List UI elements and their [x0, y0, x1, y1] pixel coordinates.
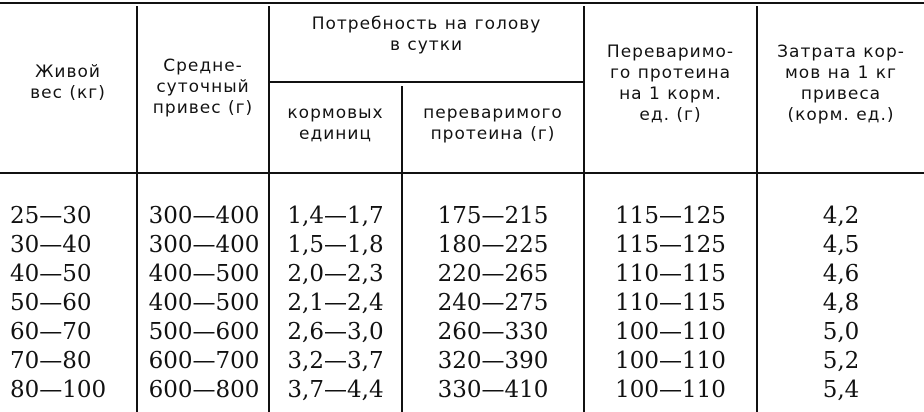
- table-row: [0, 320, 924, 344]
- table-row: [0, 349, 924, 373]
- cell-gain: 400—500: [148, 290, 260, 316]
- cell-protein-per-unit: 115—125: [615, 203, 726, 229]
- cell-digestible-protein: 240—275: [437, 290, 549, 316]
- cell-weight: 40—50: [10, 261, 92, 287]
- cell-feed-units: 1,5—1,8: [287, 232, 384, 258]
- table-row: [0, 204, 924, 228]
- header-daily-need: Потребность на голову в сутки: [311, 14, 542, 55]
- header-digestible-protein: переваримого протеина (г): [423, 103, 563, 144]
- header-live-weight: Живой вес (кг): [30, 62, 106, 103]
- top-rule: [0, 2, 924, 4]
- cell-feed-cost: 4,8: [822, 290, 860, 316]
- table-row: [0, 291, 924, 315]
- cell-feed-units: 2,1—2,4: [287, 290, 384, 316]
- cell-feed-units: 3,2—3,7: [287, 348, 384, 374]
- cell-feed-units: 3,7—4,4: [287, 377, 384, 403]
- cell-digestible-protein: 330—410: [437, 377, 549, 403]
- cell-feed-cost: 5,2: [822, 348, 860, 374]
- cell-protein-per-unit: 110—115: [615, 261, 726, 287]
- header-daily-gain: Средне- суточный привес (г): [152, 56, 254, 118]
- header-bottom-rule: [0, 172, 924, 174]
- table-row: [0, 233, 924, 257]
- cell-protein-per-unit: 100—110: [615, 348, 726, 374]
- cell-gain: 500—600: [148, 319, 260, 345]
- header-sub-rule: [270, 81, 584, 83]
- cell-digestible-protein: 320—390: [437, 348, 549, 374]
- cell-weight: 70—80: [10, 348, 92, 374]
- cell-digestible-protein: 175—215: [437, 203, 549, 229]
- header-feed-cost: Затрата кор- мов на 1 кг привеса (корм. ед.): [777, 42, 905, 125]
- cell-feed-units: 2,0—2,3: [287, 261, 384, 287]
- cell-feed-units: 1,4—1,7: [287, 203, 384, 229]
- cell-feed-cost: 4,5: [822, 232, 860, 258]
- cell-gain: 600—800: [148, 377, 260, 403]
- cell-feed-cost: 5,0: [822, 319, 860, 345]
- cell-feed-units: 2,6—3,0: [287, 319, 384, 345]
- cell-protein-per-unit: 115—125: [615, 232, 726, 258]
- cell-feed-cost: 4,2: [822, 203, 860, 229]
- cell-gain: 300—400: [148, 232, 260, 258]
- cell-digestible-protein: 220—265: [437, 261, 549, 287]
- cell-feed-cost: 4,6: [822, 261, 860, 287]
- cell-protein-per-unit: 100—110: [615, 377, 726, 403]
- header-protein-per-feed-unit: Переваримо- го протеина на 1 корм. ед. (г): [606, 42, 735, 125]
- table-row: [0, 378, 924, 402]
- cell-weight: 60—70: [10, 319, 92, 345]
- cell-gain: 300—400: [148, 203, 260, 229]
- cell-weight: 50—60: [10, 290, 92, 316]
- cell-weight: 25—30: [10, 203, 92, 229]
- cell-weight: 30—40: [10, 232, 92, 258]
- cell-gain: 600—700: [148, 348, 260, 374]
- cell-gain: 400—500: [148, 261, 260, 287]
- cell-protein-per-unit: 110—115: [615, 290, 726, 316]
- cell-protein-per-unit: 100—110: [615, 319, 726, 345]
- cell-feed-cost: 5,4: [822, 377, 860, 403]
- cell-digestible-protein: 180—225: [437, 232, 549, 258]
- cell-digestible-protein: 260—330: [437, 319, 549, 345]
- header-feed-units: кормовых единиц: [287, 103, 384, 144]
- table-row: [0, 262, 924, 286]
- cell-weight: 80—100: [10, 377, 107, 403]
